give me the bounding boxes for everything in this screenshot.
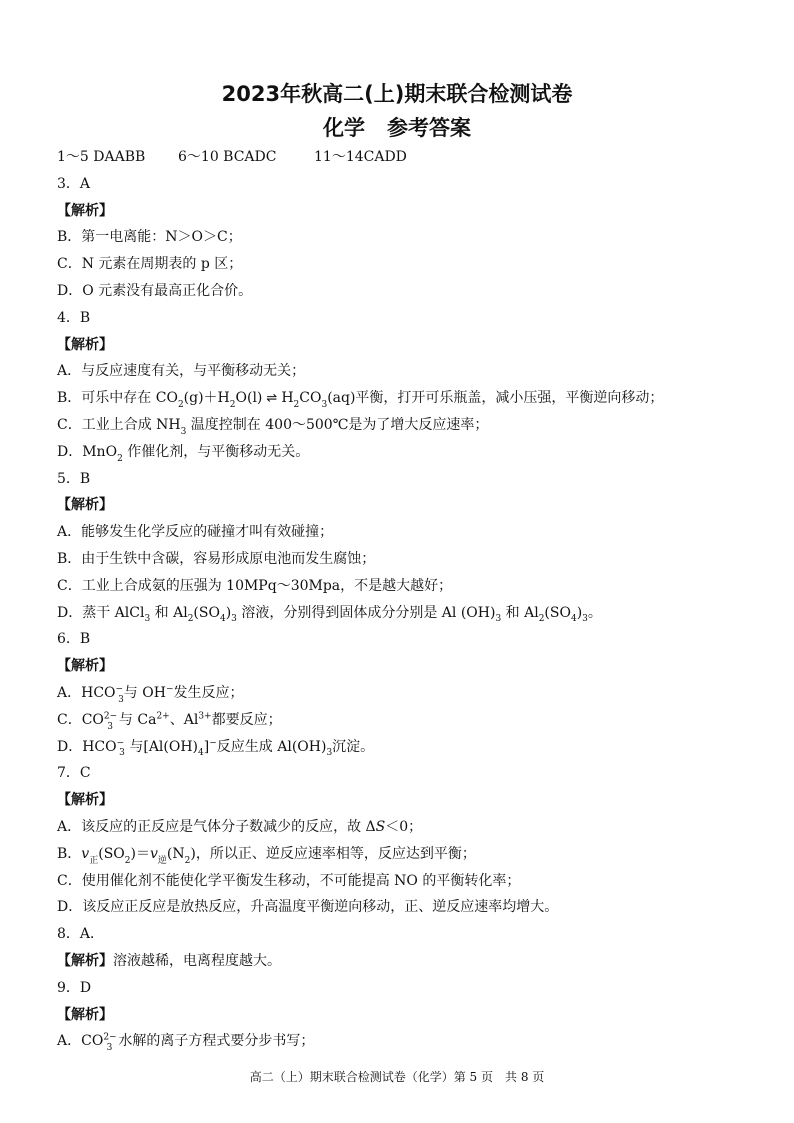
q3-b: B．第一电离能：N＞O＞C； bbox=[57, 229, 242, 246]
q6-c: C．$CO^{2-}_3$ 与 $Ca^{2+}$、$Al^{3+}$都要反应； bbox=[57, 711, 282, 732]
subject-label: 化学 bbox=[323, 116, 365, 140]
page-title: 2023年秋高二(上)期末联合检测试卷 bbox=[221, 82, 573, 106]
q3-number: 3．A bbox=[57, 175, 91, 192]
q5-jiexi: 【解析】 bbox=[57, 497, 113, 514]
q5-number: 5．B bbox=[57, 470, 91, 487]
q9-a: A．$CO^{2-}_3$ 水解的离子方程式要分步书写； bbox=[57, 1032, 315, 1054]
q3-c: C．N 元素在周期表的 p 区； bbox=[57, 256, 243, 273]
q9-jiexi: 【解析】 bbox=[57, 1006, 113, 1023]
q8-number: 8．A． bbox=[57, 926, 105, 943]
q4-d: D．MnO$_2$ 作催化剂，与平衡移动无关。 bbox=[57, 443, 310, 464]
equilibrium-arrows-icon: ⇌ bbox=[266, 391, 278, 407]
q6-jiexi: 【解析】 bbox=[57, 658, 113, 675]
q4-number: 4．B bbox=[57, 309, 91, 326]
q5-a: A．能够发生化学反应的碰撞才叫有效碰撞； bbox=[57, 524, 334, 541]
q4-a: A．与反应速度有关，与平衡移动无关； bbox=[57, 363, 306, 380]
q5-b: B．由于生铁中含碳，容易形成原电池而发生腐蚀； bbox=[57, 550, 376, 567]
q4-c: C．工业上合成 $NH_3$ 温度控制在 400～500℃是为了增大反应速率； bbox=[57, 416, 489, 437]
answers-6-10: 6～10 BCADC bbox=[178, 149, 277, 165]
q6-number: 6．B bbox=[57, 631, 91, 648]
q5-d: D．蒸干 AlCl$_3$ 和 $Al_2(SO_4)_3$ 溶液，分别得到固体成分分别是 Al $(OH)_3$ 和 $Al_2(SO_4)_3$。 bbox=[57, 604, 602, 625]
q7-a: A．该反应的正反应是气体分子数减少的反应，故 ΔS＜0； bbox=[57, 818, 423, 835]
q7-b: B．$v_正(SO_2)=v_逆(N_2)$，所以正、逆反应速率相等，反应达到平衡； bbox=[57, 845, 476, 866]
answer-key-label: 参考答案 bbox=[387, 116, 471, 140]
answers-11-14: 11～14CADD bbox=[314, 149, 407, 165]
q3-d: D．O 元素没有最高正化合价。 bbox=[57, 282, 253, 299]
page-footer: 高二（上）期末联合检测试卷（化学）第 5 页 共 8 页 bbox=[249, 1070, 545, 1084]
answer-content bbox=[57, 144, 747, 1055]
q8-jiexi: 【解析】溶液越稀，电离程度越大。 bbox=[57, 952, 281, 969]
q4-jiexi: 【解析】 bbox=[57, 336, 113, 353]
answer-summary bbox=[57, 144, 747, 171]
q6-a: A．$HCO^-_3$与 OH−发生反应； bbox=[57, 684, 244, 705]
q7-c: C．使用催化剂不能使化学平衡发生移动，不可能提高 NO 的平衡转化率； bbox=[57, 872, 521, 889]
page-subtitle bbox=[0, 112, 794, 142]
q6-d: D．$HCO^-_3$ 与$[Al(OH)_4]^-$反应生成 $Al(OH)_3$沉淀。 bbox=[57, 737, 375, 759]
q7-d: D．该反应正反应是放热反应，升高温度平衡逆向移动，正、逆反应速率均增大。 bbox=[57, 899, 559, 916]
q4-b: B．可乐中存在 $CO_2(g)+H_2O(l)$ ⇌ $H_2CO_3(aq)$平衡，打开可乐瓶盖，减小压强，平衡逆向移动； bbox=[57, 385, 747, 412]
answers-1-5: 1～5 DAABB bbox=[57, 149, 146, 165]
q5-c: C．工业上合成氨的压强为 10MPq～30Mpa，不是越大越好； bbox=[57, 577, 453, 594]
q7-jiexi: 【解析】 bbox=[57, 792, 113, 809]
q7-number: 7．C bbox=[57, 765, 91, 782]
q3-jiexi: 【解析】 bbox=[57, 202, 113, 219]
q9-number: 9．D bbox=[57, 979, 92, 996]
